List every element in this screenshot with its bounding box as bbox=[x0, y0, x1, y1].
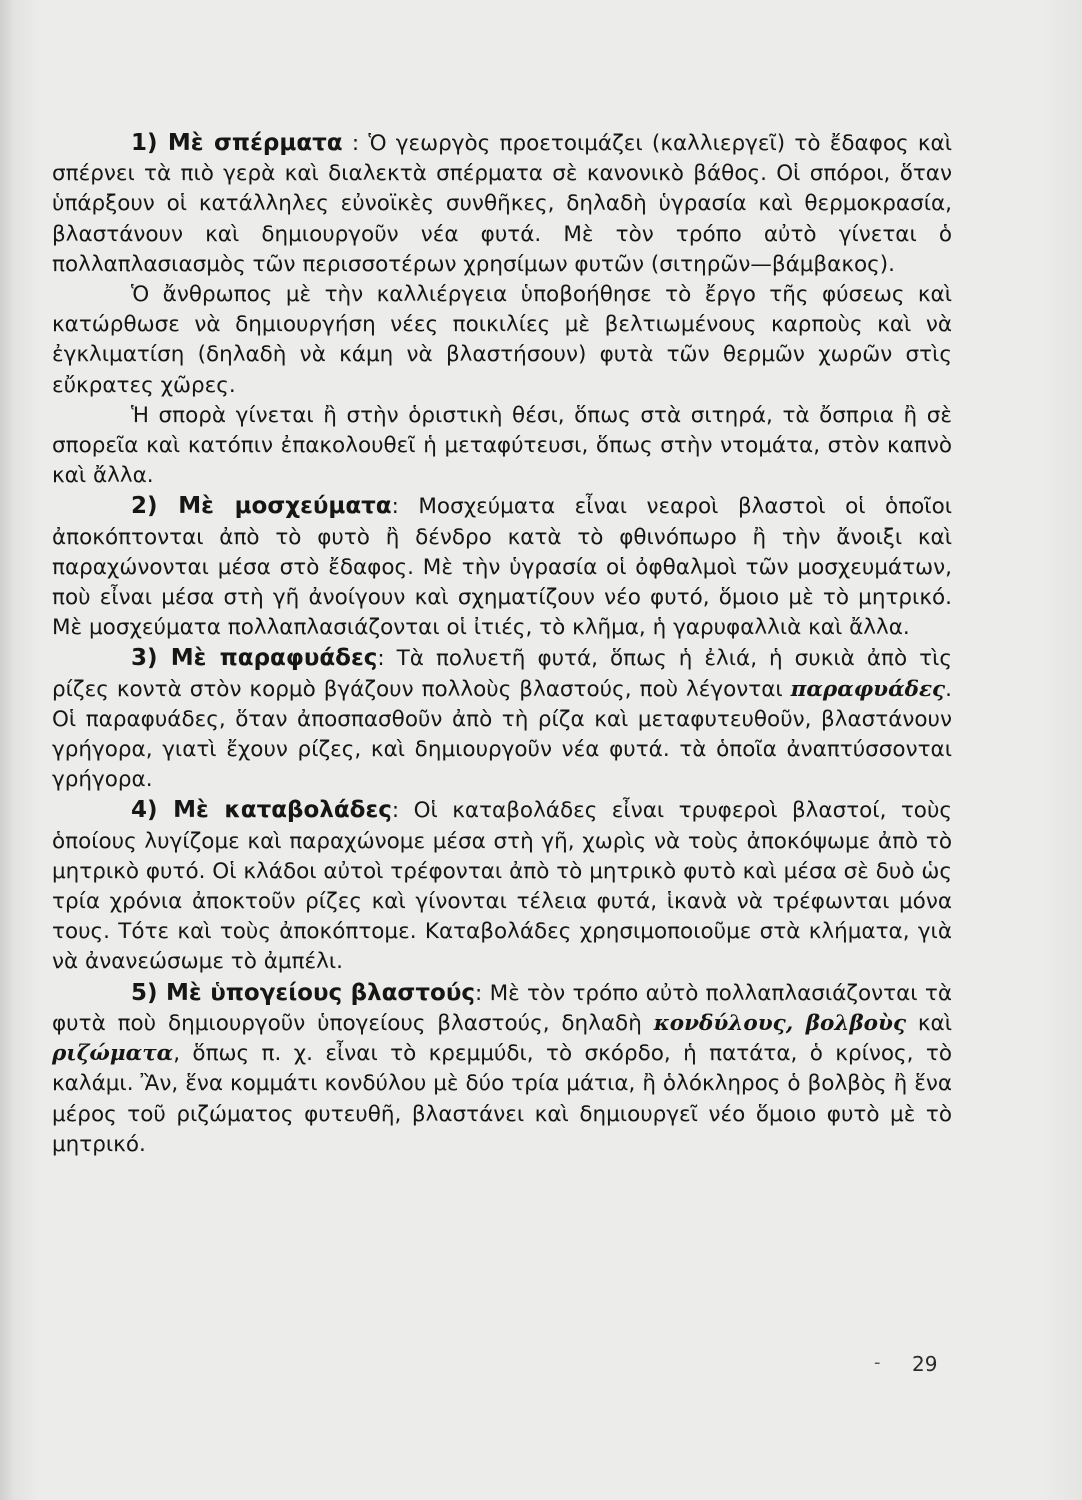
paragraph-seeds bbox=[52, 128, 952, 280]
heading-seeds: 1) Μὲ σπέρματα bbox=[131, 130, 343, 156]
paragraph-suckers bbox=[52, 643, 952, 795]
paragraph-underground-body-c: , ὅπως π. χ. εἶναι τὸ κρεμμύδι, τὸ σκόρδο, ἡ πατάτα, ὁ κρίνος, τὸ καλάμι. Ἂν, ἕνα κομμάτι κονδύλου μὲ δύο τρία μάτια, ἢ ὁλόκληρος ὁ βολβὸς ἢ ἕνα μέρος τοῦ ριζώματος φυτευθῆ, βλαστάνει καὶ δημιουργεῖ νέο ὅμοιο φυτὸ μὲ τὸ μητρικό. bbox=[52, 1041, 952, 1157]
heading-suckers: 3) Μὲ παραφυάδες bbox=[131, 645, 378, 672]
term-rhizomes: ριζώματα bbox=[52, 1041, 174, 1067]
paragraph-layering bbox=[52, 795, 952, 977]
heading-underground-stems: 5) Μὲ ὑπογείους βλαστούς bbox=[131, 979, 475, 1006]
paragraph-cuttings bbox=[52, 491, 952, 643]
heading-cuttings: 2) Μὲ μοσχεύματα bbox=[131, 493, 392, 520]
paragraph-underground-body-a: : Μὲ τὸν τρόπο αὐτὸ πολλαπλασιάζονται τὰ φυτὰ ποὺ δημιουργοῦν ὑπογείους βλαστούς, δηλαδὴ bbox=[52, 980, 952, 1036]
paragraph-underground-stems bbox=[52, 978, 952, 1160]
paragraph-cuttings-body: : Μοσχεύματα εἶναι νεαροὶ βλαστοὶ οἱ ὁποῖοι ἀποκόπτονται ἀπὸ τὸ φυτὸ ἢ δένδρο κατὰ τὸ φθινόπωρο ἢ τὴν ἄνοιξι καὶ παραχώνονται μέσα στὸ ἔδαφος. Μὲ τὴν ὑγρασία οἱ ὀφθαλμοὶ τῶν μοσχευμάτων, ποὺ εἶναι μέσα στὴ γῆ ἀνοίγουν καὶ σχηματίζουν νέο φυτό, ὅμοιο μὲ τὸ μητρικό. Μὲ μοσχεύματα πολλαπλασιάζονται οἱ ἰτιές, τὸ κλῆμα, ἡ γαρυφαλλιὰ καὶ ἄλλα. bbox=[52, 494, 952, 641]
term-tubers-bulbs: κονδύλους, βολβοὺς bbox=[653, 1010, 907, 1036]
paragraph-suckers-body-a: : Τὰ πολυετῆ φυτά, ὅπως ἡ ἐλιά, ἡ συκιὰ ἀπὸ τὶς ρίζες κοντὰ στὸν κορμὸ βγάζουν πολλοὺς βλαστούς, ποὺ λέγονται bbox=[52, 646, 952, 702]
heading-layering: 4) Μὲ καταβολάδες bbox=[131, 797, 392, 824]
paragraph-underground-body-b: καὶ bbox=[906, 1010, 953, 1036]
page-number: 29 bbox=[912, 1352, 938, 1376]
paragraph-layering-body: : Οἱ καταβολάδες εἶναι τρυφεροὶ βλαστοί, τοὺς ὁποίους λυγίζομε καὶ παραχώνομε μέσα στὴ γῆ, χωρὶς νὰ τοὺς ἀποκόψωμε ἀπὸ τὸ μητρικὸ φυτό. Οἱ κλάδοι αὐτοὶ τρέφονται ἀπὸ τὸ μητρικὸ φυτὸ καὶ μέσα σὲ δυὸ ὡς τρία χρόνια ἀποκτοῦν ρίζες καὶ γίνονται τέλεια φυτά, ἱκανὰ νὰ τρέφωνται μόνα τους. Τότε καὶ τοὺς ἀποκόπτομε. Καταβολάδες χρησιμοποιοῦμε στὰ κλήματα, γιὰ νὰ ἀνανεώσωμε τὸ ἀμπέλι. bbox=[52, 798, 953, 975]
paragraph-cultivation: Ὁ ἄνθρωπος μὲ τὴν καλλιέργεια ὑποβοήθησε τὸ ἔργο τῆς φύσεως καὶ κατώρθωσε νὰ δημιουργήση νέες ποικιλίες μὲ βελτιωμένους καρποὺς καὶ νὰ ἐγκλιματίση (δηλαδὴ νὰ κάμη νὰ βλαστήσουν) φυτὰ τῶν θερμῶν χωρῶν στὶς εὔκρατες χῶρες. bbox=[52, 282, 952, 398]
paragraph-suckers-body-b: . Οἱ παραφυάδες, ὅταν ἀποσπασθοῦν ἀπὸ τὴ ρίζα καὶ μεταφυτευθοῦν, βλαστάνουν γρήγορα, γιατὶ ἔχουν ρίζες, καὶ δημιουργοῦν νέα φυτά. τὰ ὁποῖα ἀναπτύσσονται γρήγορα. bbox=[52, 676, 952, 793]
page-text bbox=[52, 128, 952, 1160]
paragraph-seeds-body: : Ὁ γεωργὸς προετοιμάζει (καλλιεργεῖ) τὸ ἔδαφος καὶ σπέρνει τὰ πιὸ γερὰ καὶ διαλεκτὰ σπέρματα σὲ κανονικὸ βάθος. Οἱ σπόροι, ὅταν ὑπάρξουν οἱ κατάλληλες εὐνοϊκὲς συνθῆκες, δηλαδὴ ὑγρασία καὶ θερμοκρασία, βλαστάνουν καὶ δημιουργοῦν νέα φυτά. Μὲ τὸν τρόπο αὐτὸ γίνεται ὁ πολλαπλασιασμὸς τῶν περισσοτέρων χρησίμων φυτῶν (σιτηρῶν—βάμβακος). bbox=[52, 131, 952, 277]
footer-mark: - bbox=[874, 1352, 881, 1373]
term-suckers: παραφυάδες bbox=[790, 676, 946, 702]
paragraph-sowing: Ἡ σπορὰ γίνεται ἢ στὴν ὁριστικὴ θέσι, ὅπως στὰ σιτηρά, τὰ ὄσπρια ἢ σὲ σπορεῖα καὶ κατόπιν ἐπακολουθεῖ ἡ μεταφύτευσι, ὅπως στὴν ντομάτα, στὸν καπνὸ καὶ ἄλλα. bbox=[52, 402, 952, 489]
